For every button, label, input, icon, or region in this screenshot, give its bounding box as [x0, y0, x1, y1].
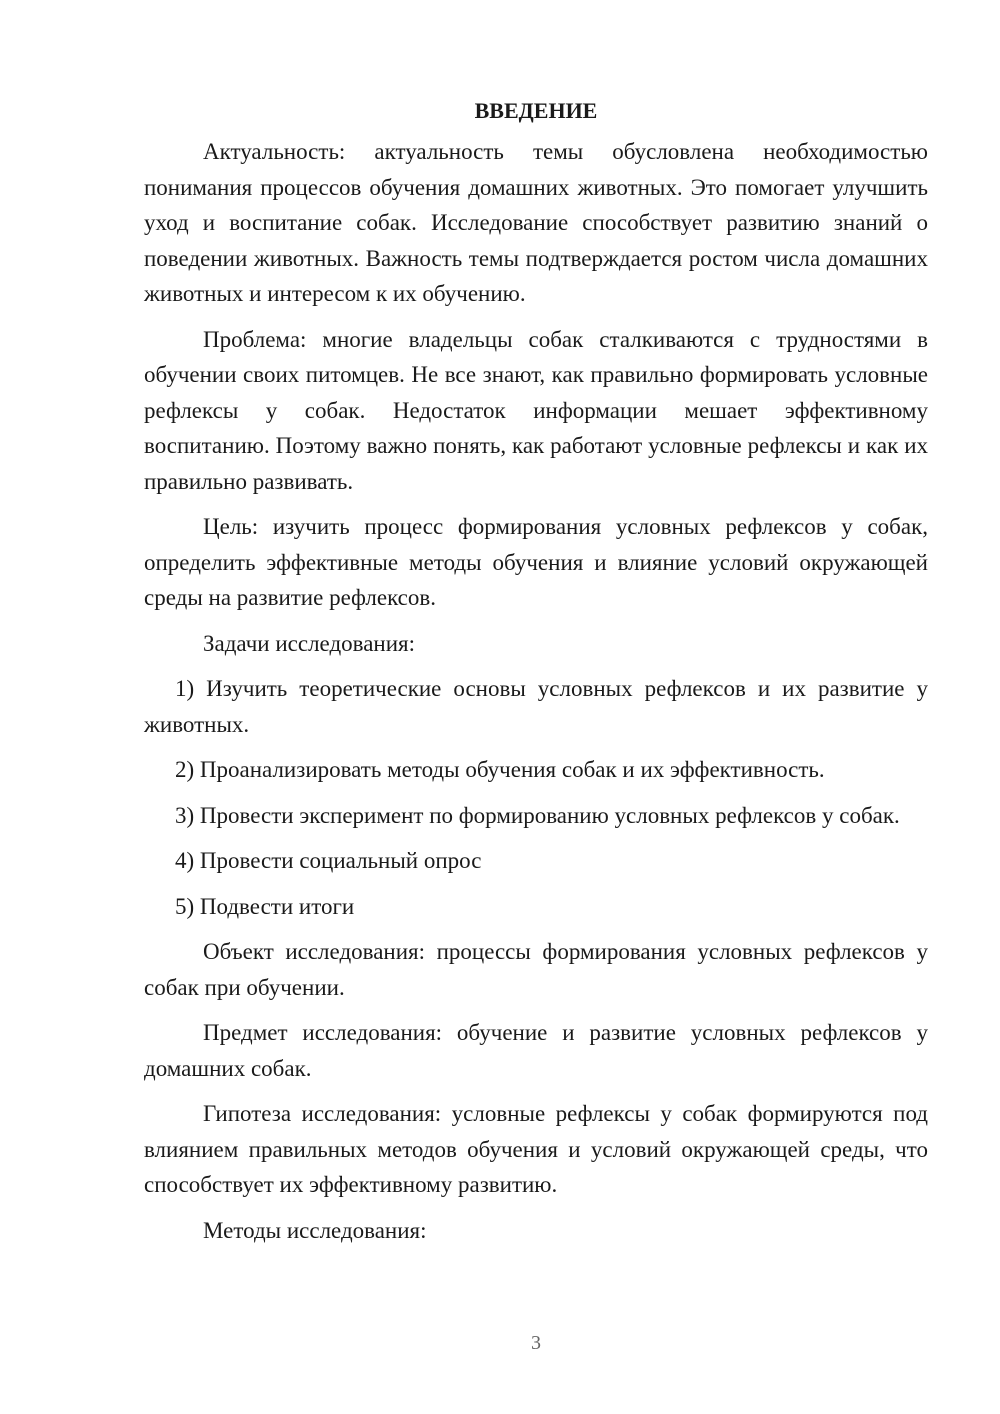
paragraph-problem: Проблема: многие владельцы собак сталкиваются с трудностями в обучении своих питомцев. Не все знают, как правильно формировать условные рефлексы у собак. Недостаток информации мешает эффективному воспитанию. Поэтому важно понять, как работают условные рефлексы и как их правильно развивать.	[144, 326, 928, 494]
page-content	[144, 96, 928, 1258]
paragraph-object: Объект исследования: процессы формирования условных рефлексов у собак при обучении.	[144, 939, 928, 1000]
task-item-3: 3) Провести эксперимент по формированию условных рефлексов у собак.	[175, 802, 900, 828]
paragraph-subject: Предмет исследования: обучение и развитие условных рефлексов у домашних собак.	[144, 1020, 928, 1081]
paragraph-relevance: Актуальность: актуальность темы обусловлена необходимостью понимания процессов обучения домашних животных. Это помогает улучшить уход и воспитание собак. Исследование способствует развитию знаний о поведении животных. Важность темы подтверждается ростом числа домашних животных и интересом к их обучению.	[144, 139, 928, 306]
paragraph-methods-heading: Методы исследования:	[203, 1217, 427, 1243]
paragraph-hypothesis: Гипотеза исследования: условные рефлексы у собак формируются под влиянием правильных методов обучения и условий окружающей среды, что способствует их эффективному развитию.	[144, 1101, 928, 1197]
paragraph-goal: Цель: изучить процесс формирования условных рефлексов у собак, определить эффективные методы обучения и влияние условий окружающей среды на развитие рефлексов.	[144, 514, 928, 610]
task-item-2: 2) Проанализировать методы обучения собак и их эффективность.	[175, 757, 825, 782]
task-item-1: 1) Изучить теоретические основы условных рефлексов и их развитие у животных.	[144, 676, 928, 737]
paragraph-tasks-heading: Задачи исследования:	[203, 630, 416, 656]
task-item-4: 4) Провести социальный опрос	[175, 848, 482, 873]
page-number: 3	[531, 1332, 541, 1354]
section-title: ВВЕДЕНИЕ	[474, 98, 598, 123]
task-item-5: 5) Подвести итоги	[175, 893, 355, 919]
